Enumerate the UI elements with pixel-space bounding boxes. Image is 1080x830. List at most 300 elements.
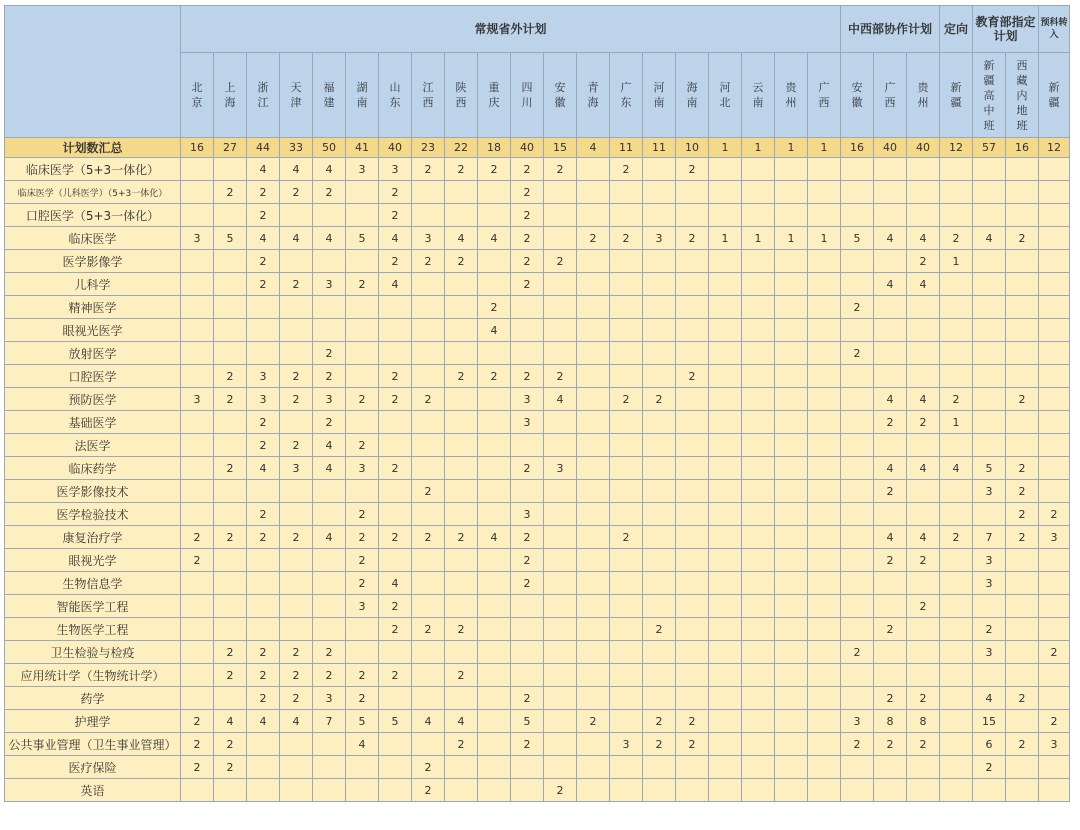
quota-cell [841, 411, 874, 434]
quota-cell: 3 [544, 457, 577, 480]
quota-cell [544, 664, 577, 687]
quota-cell [940, 365, 973, 388]
quota-cell [841, 181, 874, 204]
province-column-header [1039, 53, 1070, 138]
quota-cell: 2 [874, 733, 907, 756]
total-cell: 1 [775, 138, 808, 158]
quota-cell: 4 [379, 227, 412, 250]
quota-cell [775, 296, 808, 319]
quota-cell [874, 503, 907, 526]
quota-cell [709, 618, 742, 641]
quota-cell: 3 [379, 158, 412, 181]
quota-cell [1039, 388, 1070, 411]
quota-cell [313, 503, 346, 526]
quota-cell: 2 [247, 181, 280, 204]
quota-cell [940, 641, 973, 664]
total-cell: 15 [544, 138, 577, 158]
quota-cell [577, 618, 610, 641]
quota-cell [1039, 181, 1070, 204]
quota-cell [1006, 181, 1039, 204]
major-name-cell: 预防医学 [5, 388, 181, 411]
quota-cell: 2 [1039, 710, 1070, 733]
quota-cell [643, 204, 676, 227]
quota-cell [775, 181, 808, 204]
quota-cell [709, 319, 742, 342]
quota-cell [511, 319, 544, 342]
quota-cell: 1 [742, 227, 775, 250]
quota-cell: 2 [247, 204, 280, 227]
quota-cell: 2 [313, 664, 346, 687]
quota-cell [346, 204, 379, 227]
quota-cell [874, 204, 907, 227]
quota-cell [577, 457, 610, 480]
quota-cell: 5 [973, 457, 1006, 480]
quota-cell [808, 687, 841, 710]
total-cell: 12 [1039, 138, 1070, 158]
quota-cell [346, 181, 379, 204]
quota-cell [709, 664, 742, 687]
quota-cell [973, 181, 1006, 204]
quota-cell [478, 250, 511, 273]
quota-cell: 3 [511, 503, 544, 526]
table-row [5, 227, 1070, 250]
quota-cell [742, 710, 775, 733]
quota-cell: 5 [379, 710, 412, 733]
quota-cell: 2 [247, 434, 280, 457]
quota-cell [181, 342, 214, 365]
province-column-header [379, 53, 412, 138]
total-cell: 1 [742, 138, 775, 158]
quota-cell [742, 733, 775, 756]
quota-cell [610, 319, 643, 342]
quota-cell: 2 [346, 273, 379, 296]
quota-cell: 2 [379, 664, 412, 687]
quota-cell: 3 [643, 227, 676, 250]
quota-cell: 2 [511, 526, 544, 549]
quota-cell: 2 [214, 457, 247, 480]
quota-cell [511, 779, 544, 802]
quota-cell: 3 [1039, 526, 1070, 549]
quota-cell [940, 480, 973, 503]
quota-cell: 4 [247, 457, 280, 480]
quota-cell [742, 434, 775, 457]
quota-cell: 2 [247, 664, 280, 687]
quota-cell [973, 434, 1006, 457]
quota-cell: 4 [379, 572, 412, 595]
quota-cell: 3 [841, 710, 874, 733]
quota-cell: 2 [577, 710, 610, 733]
quota-cell [412, 664, 445, 687]
quota-cell [544, 687, 577, 710]
quota-cell [181, 687, 214, 710]
quota-cell [445, 411, 478, 434]
quota-cell [478, 710, 511, 733]
quota-cell: 4 [874, 227, 907, 250]
quota-cell [577, 480, 610, 503]
quota-cell [445, 319, 478, 342]
quota-cell [181, 204, 214, 227]
quota-cell [478, 503, 511, 526]
quota-cell [643, 549, 676, 572]
quota-cell: 4 [874, 388, 907, 411]
quota-cell [676, 756, 709, 779]
table-row [5, 273, 1070, 296]
quota-cell [478, 641, 511, 664]
quota-cell [643, 526, 676, 549]
quota-cell: 1 [940, 411, 973, 434]
quota-cell [280, 411, 313, 434]
quota-cell [742, 526, 775, 549]
quota-cell [973, 365, 1006, 388]
quota-cell [775, 595, 808, 618]
quota-cell [412, 595, 445, 618]
quota-cell [511, 434, 544, 457]
quota-cell [1006, 549, 1039, 572]
quota-cell [907, 572, 940, 595]
quota-cell [1006, 250, 1039, 273]
quota-cell [280, 503, 313, 526]
quota-cell [1006, 779, 1039, 802]
quota-cell: 2 [247, 687, 280, 710]
quota-cell [181, 250, 214, 273]
quota-cell [280, 480, 313, 503]
quota-cell [544, 227, 577, 250]
quota-cell [742, 480, 775, 503]
enrollment-plan-table [4, 5, 1070, 802]
quota-cell [676, 204, 709, 227]
quota-cell: 2 [379, 388, 412, 411]
table-row [5, 181, 1070, 204]
table-row [5, 365, 1070, 388]
quota-cell: 2 [313, 365, 346, 388]
quota-cell [346, 319, 379, 342]
quota-cell [181, 480, 214, 503]
quota-cell [775, 710, 808, 733]
quota-cell [1006, 710, 1039, 733]
header-group-row [5, 6, 1070, 53]
quota-cell [544, 181, 577, 204]
quota-cell [412, 181, 445, 204]
quota-cell [775, 365, 808, 388]
quota-cell [742, 779, 775, 802]
quota-cell [643, 342, 676, 365]
quota-cell [577, 273, 610, 296]
quota-cell: 2 [280, 434, 313, 457]
quota-cell: 2 [181, 526, 214, 549]
quota-cell [709, 250, 742, 273]
quota-cell [808, 595, 841, 618]
quota-cell [346, 779, 379, 802]
quota-cell [280, 572, 313, 595]
quota-cell [841, 572, 874, 595]
quota-cell [214, 158, 247, 181]
total-cell: 16 [181, 138, 214, 158]
quota-cell [1006, 296, 1039, 319]
table-row [5, 250, 1070, 273]
quota-cell [940, 319, 973, 342]
quota-cell [544, 296, 577, 319]
quota-cell [478, 273, 511, 296]
quota-cell [610, 365, 643, 388]
quota-cell [445, 572, 478, 595]
enrollment-plan-table-container [4, 5, 1070, 802]
quota-cell [478, 733, 511, 756]
total-cell: 4 [577, 138, 610, 158]
quota-cell [841, 204, 874, 227]
quota-cell: 2 [346, 549, 379, 572]
quota-cell [973, 342, 1006, 365]
quota-cell [280, 250, 313, 273]
quota-cell: 2 [247, 503, 280, 526]
quota-cell [214, 503, 247, 526]
quota-cell [379, 503, 412, 526]
province-column-header [610, 53, 643, 138]
quota-cell [907, 204, 940, 227]
quota-cell [181, 365, 214, 388]
group-header-2: 定向 [940, 6, 973, 53]
quota-cell: 4 [313, 227, 346, 250]
quota-cell: 1 [940, 250, 973, 273]
province-column-header [346, 53, 379, 138]
quota-cell: 2 [280, 641, 313, 664]
quota-cell [742, 319, 775, 342]
quota-cell: 2 [412, 250, 445, 273]
quota-cell: 2 [544, 779, 577, 802]
quota-cell [742, 618, 775, 641]
quota-cell: 2 [1039, 641, 1070, 664]
quota-cell [808, 503, 841, 526]
quota-cell: 2 [511, 181, 544, 204]
quota-cell [445, 756, 478, 779]
province-column-header [247, 53, 280, 138]
quota-cell [907, 480, 940, 503]
quota-cell [379, 549, 412, 572]
quota-cell [709, 641, 742, 664]
quota-cell [1039, 779, 1070, 802]
quota-cell [907, 664, 940, 687]
quota-cell: 7 [313, 710, 346, 733]
quota-cell: 2 [1006, 480, 1039, 503]
quota-cell: 2 [247, 250, 280, 273]
quota-cell [676, 388, 709, 411]
quota-cell [313, 595, 346, 618]
quota-cell [214, 480, 247, 503]
quota-cell [676, 618, 709, 641]
quota-cell [511, 756, 544, 779]
quota-cell [841, 457, 874, 480]
quota-cell: 2 [313, 411, 346, 434]
province-column-label: 青海 [587, 81, 599, 109]
quota-cell: 2 [1006, 733, 1039, 756]
quota-cell [775, 411, 808, 434]
province-column-label: 福建 [323, 81, 335, 109]
quota-cell [577, 342, 610, 365]
quota-cell: 2 [214, 664, 247, 687]
major-name-cell: 临床医学（儿科医学）（5+3一体化） [5, 181, 181, 204]
quota-cell [841, 250, 874, 273]
province-column-label: 西藏内地班 [1016, 58, 1028, 132]
quota-cell [940, 549, 973, 572]
quota-cell [742, 756, 775, 779]
quota-cell [313, 756, 346, 779]
quota-cell: 1 [775, 227, 808, 250]
quota-cell: 4 [907, 526, 940, 549]
quota-cell [709, 411, 742, 434]
province-column-label: 四川 [521, 81, 533, 109]
quota-cell [1039, 572, 1070, 595]
total-cell: 1 [808, 138, 841, 158]
quota-cell [1039, 756, 1070, 779]
quota-cell [412, 342, 445, 365]
quota-cell [940, 733, 973, 756]
quota-cell [610, 181, 643, 204]
quota-cell [412, 733, 445, 756]
quota-cell [1006, 342, 1039, 365]
quota-cell: 3 [313, 687, 346, 710]
quota-cell [808, 618, 841, 641]
quota-cell [610, 549, 643, 572]
quota-cell [247, 733, 280, 756]
quota-cell [610, 296, 643, 319]
quota-cell [478, 181, 511, 204]
table-row [5, 342, 1070, 365]
quota-cell [676, 503, 709, 526]
quota-cell: 3 [973, 549, 1006, 572]
province-column-label: 贵州 [785, 81, 797, 109]
quota-cell: 2 [379, 457, 412, 480]
quota-cell [742, 641, 775, 664]
quota-cell [346, 342, 379, 365]
quota-cell [610, 641, 643, 664]
quota-cell: 2 [247, 273, 280, 296]
major-name-cell: 生物信息学 [5, 572, 181, 595]
quota-cell: 4 [379, 273, 412, 296]
quota-cell [577, 158, 610, 181]
quota-cell [808, 756, 841, 779]
quota-cell [544, 733, 577, 756]
quota-cell: 8 [907, 710, 940, 733]
quota-cell [874, 342, 907, 365]
quota-cell: 15 [973, 710, 1006, 733]
quota-cell [478, 204, 511, 227]
quota-cell [313, 250, 346, 273]
quota-cell [1039, 411, 1070, 434]
quota-cell [478, 572, 511, 595]
quota-cell [742, 273, 775, 296]
quota-cell [412, 365, 445, 388]
table-row [5, 204, 1070, 227]
quota-cell [445, 549, 478, 572]
quota-cell [412, 457, 445, 480]
quota-cell [775, 204, 808, 227]
quota-cell: 3 [973, 572, 1006, 595]
quota-cell [808, 388, 841, 411]
province-column-label: 安徽 [554, 81, 566, 109]
province-column-label: 山东 [389, 81, 401, 109]
quota-cell [577, 664, 610, 687]
quota-cell [775, 618, 808, 641]
quota-cell [676, 595, 709, 618]
table-row [5, 618, 1070, 641]
quota-cell: 3 [313, 388, 346, 411]
province-column-label: 湖南 [356, 81, 368, 109]
quota-cell [643, 365, 676, 388]
quota-cell [181, 457, 214, 480]
quota-cell: 2 [511, 273, 544, 296]
quota-cell [478, 411, 511, 434]
total-cell: 33 [280, 138, 313, 158]
quota-cell [214, 250, 247, 273]
quota-cell [313, 618, 346, 641]
quota-cell [610, 618, 643, 641]
quota-cell: 2 [511, 572, 544, 595]
quota-cell: 2 [412, 526, 445, 549]
quota-cell [577, 595, 610, 618]
quota-cell: 2 [676, 710, 709, 733]
quota-cell: 2 [511, 204, 544, 227]
quota-cell [610, 779, 643, 802]
quota-cell [1039, 687, 1070, 710]
quota-cell: 4 [280, 158, 313, 181]
quota-cell [808, 250, 841, 273]
quota-cell [742, 296, 775, 319]
quota-cell [775, 641, 808, 664]
quota-cell [709, 273, 742, 296]
major-name-cell: 医疗保险 [5, 756, 181, 779]
quota-cell: 2 [412, 158, 445, 181]
quota-cell: 4 [478, 319, 511, 342]
quota-cell [676, 687, 709, 710]
quota-cell: 4 [247, 158, 280, 181]
quota-cell [775, 457, 808, 480]
quota-cell [973, 503, 1006, 526]
major-name-cell: 临床药学 [5, 457, 181, 480]
quota-cell [676, 480, 709, 503]
quota-cell [445, 687, 478, 710]
quota-cell [709, 733, 742, 756]
table-row [5, 480, 1070, 503]
quota-cell [907, 618, 940, 641]
quota-cell [214, 549, 247, 572]
quota-cell [676, 434, 709, 457]
quota-cell [1006, 572, 1039, 595]
quota-cell [808, 158, 841, 181]
quota-cell [940, 204, 973, 227]
total-cell: 1 [709, 138, 742, 158]
quota-cell [709, 480, 742, 503]
quota-cell [445, 273, 478, 296]
quota-cell [775, 480, 808, 503]
quota-cell [841, 664, 874, 687]
quota-cell: 2 [907, 595, 940, 618]
quota-cell [643, 158, 676, 181]
quota-cell [808, 181, 841, 204]
quota-cell [874, 250, 907, 273]
quota-cell [874, 319, 907, 342]
table-row [5, 526, 1070, 549]
quota-cell [610, 411, 643, 434]
total-cell: 50 [313, 138, 346, 158]
quota-cell [1039, 365, 1070, 388]
quota-cell: 2 [313, 641, 346, 664]
quota-cell: 4 [907, 388, 940, 411]
quota-cell [643, 319, 676, 342]
quota-cell [973, 273, 1006, 296]
quota-cell [511, 342, 544, 365]
quota-cell [808, 434, 841, 457]
quota-cell [544, 503, 577, 526]
quota-cell [742, 457, 775, 480]
